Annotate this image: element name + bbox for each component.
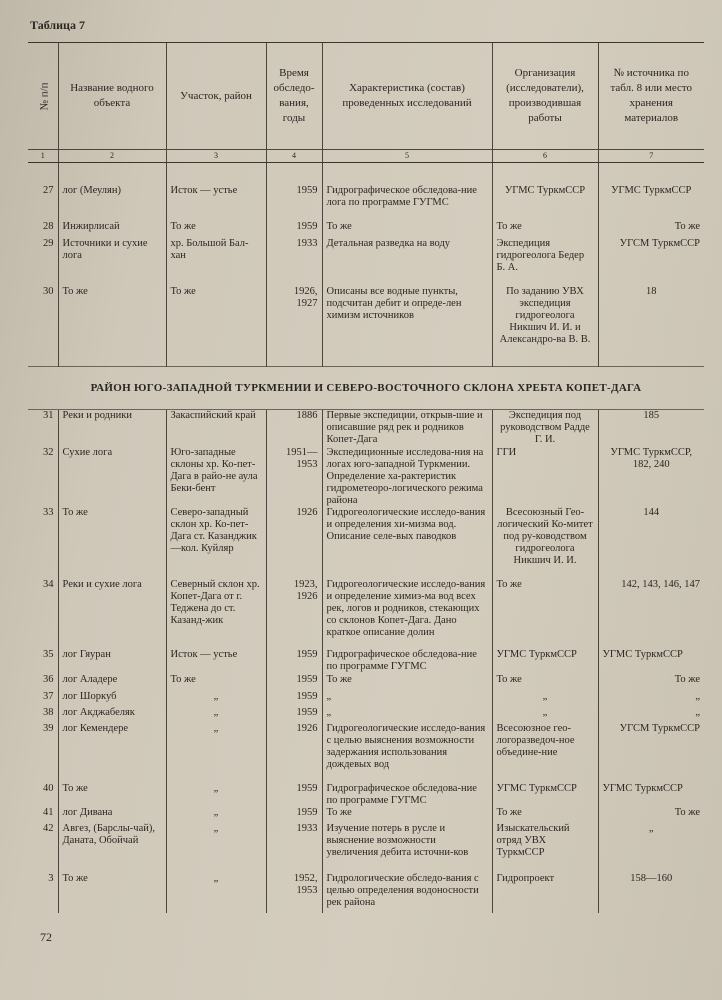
organization: УГМС ТуркмССР [492,783,598,807]
row-number: 31 [43,409,54,421]
area: То же [166,286,266,366]
row-number: 42 [43,823,54,834]
area: То же [166,674,266,691]
row-number: 34 [43,579,54,590]
water-object-name: лог Шоркуб [58,691,166,707]
organization: УГМС ТуркмССР [492,649,598,674]
water-object-name: лог Акджабеляк [58,707,166,723]
water-object-name: лог Гяуран [58,649,166,674]
organization: По заданию УВХ экспедиция гидрогеолога Никшич И. И. и Александро-ва В. В. [492,286,598,366]
data-table [28,42,704,913]
water-object-name: То же [58,873,166,913]
row-number: 37 [43,691,54,702]
column-numbers-row [28,150,704,163]
survey-years: 1926, 1927 [266,286,322,366]
characteristics: „ [322,691,492,707]
survey-years: 1959 [266,783,322,807]
organization: Изыскательский отряд УВХ ТуркмССР [492,823,598,873]
area: „ [166,873,266,913]
water-object-name: Инжирлисай [58,221,166,238]
table-row [28,823,704,873]
characteristics: То же [322,674,492,691]
characteristics: То же [322,221,492,238]
organization: Всесоюзный Гео-логический Ко-митет под ру-ководством гидрогеолога Никшич И. И. [492,507,598,579]
table-row [28,238,704,286]
row-number: 38 [43,707,54,718]
area: Исток — устье [166,185,266,221]
water-object-name: То же [58,783,166,807]
source: УГМС ТуркмССР [598,783,704,807]
table-row [28,873,704,913]
area: Закаспийский край [166,409,266,447]
characteristics: Первые экспедиции, открыв-шие и описавшие ряд рек и родников Копет-Дага [322,409,492,447]
source: УГМС ТуркмССР [598,185,704,221]
source: „ [598,707,704,723]
characteristics: Описаны все водные пункты, подсчитан дебит и опреде-лен химизм источников [322,286,492,366]
area: Северо-западный склон хр. Ко-пет-Дага ст. Казанджик—кол. Куйляр [166,507,266,579]
table-row [28,723,704,783]
survey-years: 1933 [266,823,322,873]
characteristics: Гидрогеологические исследо-вания и определения хи-мизма вод. Описание селе-вых паводков [322,507,492,579]
row-number: 35 [43,649,54,660]
organization: То же [492,221,598,238]
header-row [28,43,704,150]
characteristics: Детальная разведка на воду [322,238,492,286]
row-number: 41 [43,807,54,818]
row-number: 27 [43,185,54,196]
area: „ [166,691,266,707]
area: Северный склон хр. Копет-Дага от г. Теджена до ст. Казанд-жик [166,579,266,649]
survey-years: 1959 [266,707,322,723]
column-number: 7 [598,150,704,163]
organization: То же [492,579,598,649]
water-object-name: лог Аладере [58,674,166,691]
source: УГМС ТуркмССР, 182, 240 [598,447,704,507]
table-row [28,507,704,579]
section-title: РАЙОН ЮГО-ЗАПАДНОЙ ТУРКМЕНИИ И СЕВЕРО-ВОСТОЧНОГО СКЛОНА ХРЕБТА КОПЕТ-ДАГА [28,366,704,409]
characteristics: Гидрографическое обследова-ние лога по программе ГУГМС [322,185,492,221]
characteristics: Гидрологические обследо-вания с целью определения водоносности рек района [322,873,492,913]
characteristics: Изучение потерь в русле и выяснение возможности увеличения дебита источни-ков [322,823,492,873]
organization: „ [492,691,598,707]
source: „ [598,823,704,873]
source: УГСМ ТуркмССР [598,238,704,286]
source: 18 [598,286,704,366]
column-number: 2 [58,150,166,163]
survey-years: 1926 [266,507,322,579]
characteristics: Гидрогеологические исследо-вания и определение химиз-ма вод всех рек, логов и родников, стекающих со склонов Копет-Дага. Дано краткое описание долин [322,579,492,649]
area: „ [166,807,266,823]
table-row [28,707,704,723]
table-row [28,807,704,823]
header-num: № п/п [28,43,58,150]
table-row [28,221,704,238]
survey-years: 1959 [266,674,322,691]
source: 158—160 [598,873,704,913]
water-object-name: Реки и сухие лога [58,579,166,649]
water-object-name: То же [58,507,166,579]
source: 142, 143, 146, 147 [598,579,704,649]
survey-years: 1959 [266,649,322,674]
organization: ГГИ [492,447,598,507]
water-object-name: лог Дивана [58,807,166,823]
source: УГМС ТуркмССР [598,649,704,674]
characteristics: Гидрогеологические исследо-вания с целью выяснения возможности задержания использования дождевых вод [322,723,492,783]
water-object-name: лог Кемендере [58,723,166,783]
water-object-name: Источники и сухие лога [58,238,166,286]
characteristics: Гидрографическое обследова-ние по программе ГУГМС [322,783,492,807]
header-characteristics: Характеристика (состав) проведенных исследований [322,43,492,150]
area: Юго-западные склоны хр. Ко-пет-Дага в райо-не аула Беки-бент [166,447,266,507]
water-object-name: То же [58,286,166,366]
organization: Экспедиция гидрогеолога Бедер Б. А. [492,238,598,286]
survey-years: 1926 [266,723,322,783]
column-number: 1 [28,150,58,163]
source: То же [598,674,704,691]
header-name: Название водного объекта [58,43,166,150]
area: „ [166,783,266,807]
table-row [28,185,704,221]
row-number: 33 [43,507,54,518]
area: Исток — устье [166,649,266,674]
row-number: 28 [43,221,54,232]
organization: Экспедиция под руководством Радде Г. И. [492,409,598,447]
characteristics: То же [322,807,492,823]
survey-years: 1959 [266,691,322,707]
characteristics: Гидрографическое обследова-ние по программе ГУГМС [322,649,492,674]
section-row [28,366,704,409]
survey-years: 1959 [266,185,322,221]
header-source: № источника по табл. 8 или место хранения материалов [598,43,704,150]
characteristics: Экспедиционные исследова-ния на логах юго-западной Туркмении. Определение ха-рактеристик гидрометеоро-логического режима района [322,447,492,507]
table-row [28,649,704,674]
area: хр. Большой Бал-хан [166,238,266,286]
source: То же [598,807,704,823]
survey-years: 1886 [266,409,322,447]
row-number: 3 [48,873,54,884]
table-row [28,447,704,507]
row-number: 39 [43,723,54,734]
organization: То же [492,807,598,823]
row-number: 29 [43,238,54,249]
organization: Гидропроект [492,873,598,913]
table-row [28,691,704,707]
source: 185 [598,409,704,447]
row-number: 30 [43,286,54,297]
area: „ [166,707,266,723]
survey-years: 1959 [266,807,322,823]
column-number: 4 [266,150,322,163]
survey-years: 1959 [266,221,322,238]
table-row [28,674,704,691]
water-object-name: Авгез, (Барслы-чай), Даната, Обойчай [58,823,166,873]
area: „ [166,723,266,783]
organization: Всесоюзное гео-логоразведоч-ное объедине-ние [492,723,598,783]
spacer-row [28,163,704,186]
area: То же [166,221,266,238]
table-row [28,579,704,649]
source: То же [598,221,704,238]
header-organization: Организация (исследователи), производившая работы [492,43,598,150]
water-object-name: Сухие лога [58,447,166,507]
source: „ [598,691,704,707]
source: 144 [598,507,704,579]
row-number: 36 [43,674,54,685]
survey-years: 1923, 1926 [266,579,322,649]
row-number: 32 [43,447,54,458]
header-time: Время обследо-вания, годы [266,43,322,150]
header-area: Участок, район [166,43,266,150]
organization: УГМС ТуркмССР [492,185,598,221]
water-object-name: Реки и родники [58,409,166,447]
column-number: 5 [322,150,492,163]
characteristics: „ [322,707,492,723]
table-label: Таблица 7 [30,18,85,32]
column-number: 3 [166,150,266,163]
survey-years: 1951—1953 [266,447,322,507]
row-number: 40 [43,783,54,794]
table-row [28,783,704,807]
survey-years: 1952, 1953 [266,873,322,913]
water-object-name: лог (Меулян) [58,185,166,221]
table-row [28,409,704,447]
table-row [28,286,704,366]
source: УГСМ ТуркмССР [598,723,704,783]
survey-years: 1933 [266,238,322,286]
column-number: 6 [492,150,598,163]
area: „ [166,823,266,873]
page-number: 72 [40,930,52,944]
organization: То же [492,674,598,691]
organization: „ [492,707,598,723]
